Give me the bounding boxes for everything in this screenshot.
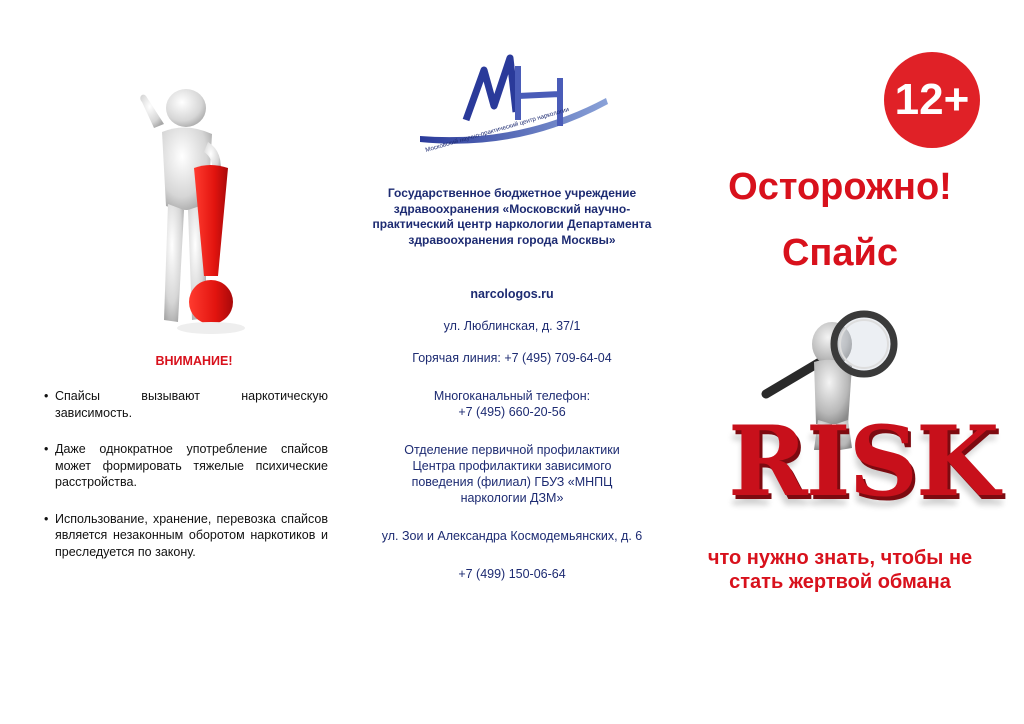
bullet-icon: • (44, 511, 49, 526)
spice-heading: Спайс (781, 232, 899, 274)
list-item (44, 388, 328, 421)
multichannel-label: Многоканальный телефон: (433, 389, 591, 403)
branch-phone: +7 (499) 150-06-64 (458, 567, 566, 581)
address-text: ул. Люблинская, д. 37/1 (443, 319, 581, 333)
website-link[interactable]: narcologos.ru (470, 287, 554, 301)
warning-figure-illustration (128, 88, 278, 338)
hotline-text: Горячая линия: +7 (495) 709-64-04 (412, 351, 612, 365)
brochure-subtitle: что нужно знать, чтобы не стать жертвой обмана (707, 547, 973, 593)
mnpc-logo (410, 48, 616, 158)
organization-name: Государственное бюджетное учреждение здравоохранения «Московский научно-практический центр наркологии Департамента здравоохранения города Москвы» (372, 186, 652, 247)
multichannel-phone: +7 (495) 660-20-56 (458, 405, 566, 419)
list-item-text: Спайсы вызывают наркотическую зависимость. (55, 389, 328, 420)
logo-caption: Московский научно-практический центр наркологии (424, 106, 570, 154)
bullet-icon: • (44, 389, 49, 403)
list-item (44, 511, 328, 561)
list-item-text: Использование, хранение, перевозка спайсов является незаконным оборотом наркотиков и преследуется по закону. (55, 511, 328, 559)
age-rating-badge (884, 52, 980, 148)
branch-text: Отделение первичной профилактики Центра профилактики зависимого поведения (филиал) ГБУЗ «МНПЦ наркологии ДЗМ» (404, 443, 620, 505)
attention-heading: ВНИМАНИЕ! (155, 354, 233, 368)
age-rating-text: 12+ (894, 75, 970, 124)
warning-list (44, 388, 328, 580)
list-item (44, 441, 328, 491)
risk-word: RISK (728, 405, 998, 518)
list-item-text: Даже однократное употребление спайсов может формировать тяжелые психические расстройства. (55, 442, 328, 489)
bullet-icon: • (44, 442, 49, 456)
caution-heading: Осторожно! (728, 166, 952, 208)
branch-address: ул. Зои и Александра Космодемьянских, д. 6 (381, 529, 643, 543)
